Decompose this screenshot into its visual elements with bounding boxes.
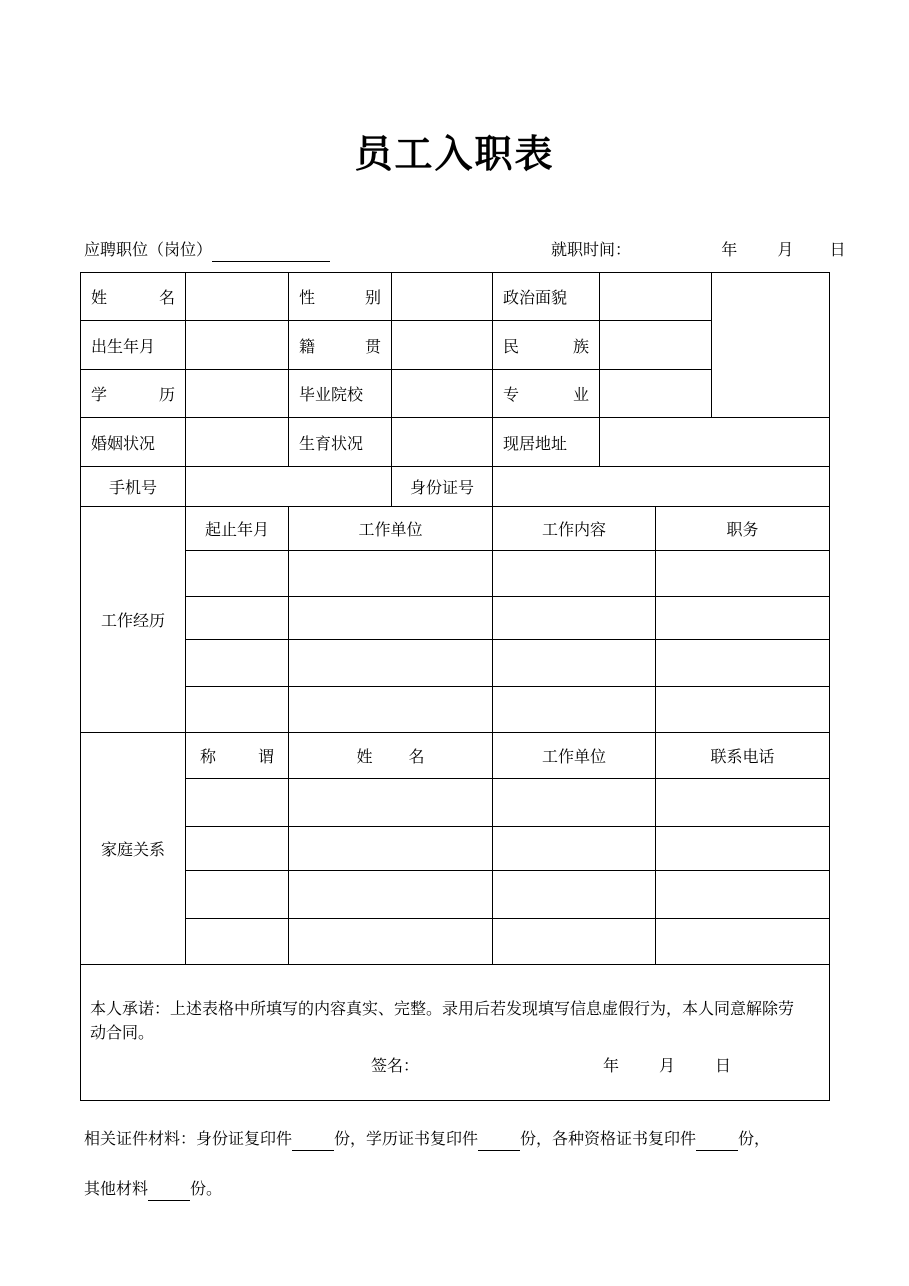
family-header-phone: 联系电话 (656, 733, 830, 779)
onboard-year: 年 (721, 240, 738, 259)
row-phone (81, 467, 830, 507)
id-number-label: 身份证号 (392, 467, 493, 507)
pledge-row (81, 965, 830, 1101)
work-header-content: 工作内容 (493, 507, 656, 551)
family-phone-cell[interactable] (656, 871, 830, 919)
political-label: 政治面貌 (493, 273, 600, 321)
family-company-cell[interactable] (493, 919, 656, 965)
education-label-char2: 历 (158, 385, 175, 404)
work-header-company: 工作单位 (289, 507, 493, 551)
work-title-cell[interactable] (656, 640, 830, 687)
family-header-row (81, 733, 830, 779)
work-company-cell[interactable] (289, 687, 493, 733)
work-title-cell[interactable] (656, 597, 830, 640)
documents-suffix: 份， (738, 1129, 771, 1148)
work-company-cell[interactable] (289, 551, 493, 597)
major-field[interactable] (600, 370, 712, 418)
fertility-field[interactable] (392, 418, 493, 467)
signature-year: 年 (603, 1056, 620, 1075)
ethnicity-label-char1: 民 (503, 336, 520, 356)
signature-label: 签名： (371, 1056, 420, 1075)
work-company-cell[interactable] (289, 597, 493, 640)
native-label-char1: 籍 (299, 336, 316, 356)
family-phone-cell[interactable] (656, 779, 830, 827)
gender-label-char2: 别 (364, 288, 381, 307)
other-prefix: 其他材料 (84, 1179, 149, 1198)
work-content-cell[interactable] (493, 597, 656, 640)
id-number-field[interactable] (493, 467, 830, 507)
gender-label-char1: 性 (299, 288, 316, 307)
major-label-char1: 专 (503, 385, 520, 404)
work-company-cell[interactable] (289, 640, 493, 687)
ethnicity-label-char2: 族 (572, 336, 589, 356)
family-relation-cell[interactable] (186, 919, 289, 965)
family-row (81, 779, 830, 827)
position-line (84, 238, 330, 262)
education-field[interactable] (186, 370, 289, 418)
signature-date (603, 1053, 731, 1076)
signature-day: 日 (715, 1056, 732, 1075)
work-section-label: 工作经历 (81, 507, 186, 733)
native-label-char2: 贯 (364, 336, 381, 356)
work-content-cell[interactable] (493, 687, 656, 733)
major-label-cell (493, 370, 600, 418)
work-row (81, 687, 830, 733)
page-title: 员工入职表 (354, 131, 555, 176)
onboard-day: 日 (829, 240, 846, 259)
education-label-char1: 学 (91, 385, 108, 404)
work-row (81, 640, 830, 687)
work-period-cell[interactable] (186, 551, 289, 597)
native-field[interactable] (392, 321, 493, 370)
birth-field[interactable] (186, 321, 289, 370)
name-field[interactable] (186, 273, 289, 321)
work-content-cell[interactable] (493, 551, 656, 597)
birth-label: 出生年月 (81, 321, 186, 370)
work-header-title: 职务 (656, 507, 830, 551)
documents-line (84, 1127, 770, 1151)
name-label-char1: 姓 (91, 288, 108, 307)
school-field[interactable] (392, 370, 493, 418)
onboard-month: 月 (777, 240, 794, 259)
family-name-cell[interactable] (289, 827, 493, 871)
pledge-cell (81, 965, 830, 1101)
address-label: 现居地址 (493, 418, 600, 467)
gender-label-cell (289, 273, 392, 321)
work-period-cell[interactable] (186, 687, 289, 733)
work-row (81, 597, 830, 640)
major-label-char2: 业 (572, 385, 589, 404)
family-row (81, 919, 830, 965)
ethnicity-field[interactable] (600, 321, 712, 370)
family-company-cell[interactable] (493, 827, 656, 871)
work-period-cell[interactable] (186, 640, 289, 687)
position-input[interactable] (212, 243, 330, 262)
native-label-cell (289, 321, 392, 370)
documents-prefix: 相关证件材料：身份证复印件 (84, 1129, 293, 1148)
family-header-relation (186, 733, 289, 779)
signature-month: 月 (659, 1056, 676, 1075)
family-relation-char1: 称 (200, 747, 217, 766)
documents-mid2: 份，各种资格证书复印件 (520, 1129, 697, 1148)
photo-cell[interactable] (712, 273, 830, 418)
name-label-cell (81, 273, 186, 321)
family-name-cell[interactable] (289, 919, 493, 965)
family-header-company: 工作单位 (493, 733, 656, 779)
education-label-cell (81, 370, 186, 418)
work-row (81, 551, 830, 597)
family-row (81, 871, 830, 919)
onboard-date-line (551, 238, 846, 262)
family-name-cell[interactable] (289, 779, 493, 827)
other-suffix: 份。 (190, 1179, 223, 1198)
marital-label: 婚姻状况 (81, 418, 186, 467)
work-period-cell[interactable] (186, 597, 289, 640)
school-label: 毕业院校 (289, 370, 392, 418)
address-field[interactable] (600, 418, 830, 467)
onboard-label: 就职时间： (551, 240, 632, 259)
other-copies-blank[interactable] (148, 1182, 190, 1201)
family-company-cell[interactable] (493, 779, 656, 827)
employee-form-table (80, 272, 830, 1101)
family-section-label: 家庭关系 (81, 733, 186, 965)
row-name (81, 273, 830, 321)
family-company-cell[interactable] (493, 871, 656, 919)
family-name-cell[interactable] (289, 871, 493, 919)
position-label: 应聘职位（岗位） (84, 240, 213, 259)
marital-field[interactable] (186, 418, 289, 467)
work-title-cell[interactable] (656, 551, 830, 597)
political-field[interactable] (600, 273, 712, 321)
family-relation-cell[interactable] (186, 779, 289, 827)
work-title-cell[interactable] (656, 687, 830, 733)
name-label-char2: 名 (158, 288, 175, 307)
family-name-char1: 姓 (356, 747, 373, 766)
family-name-char2: 名 (408, 747, 425, 766)
work-header-period: 起止年月 (186, 507, 289, 551)
family-relation-cell[interactable] (186, 871, 289, 919)
other-documents-line (84, 1177, 222, 1201)
family-relation-cell[interactable] (186, 827, 289, 871)
diploma-copies-blank[interactable] (478, 1132, 520, 1151)
family-phone-cell[interactable] (656, 919, 830, 965)
row-marital (81, 418, 830, 467)
id-copies-blank[interactable] (292, 1132, 334, 1151)
phone-label: 手机号 (81, 467, 186, 507)
ethnicity-label-cell (493, 321, 600, 370)
family-header-name (289, 733, 493, 779)
family-phone-cell[interactable] (656, 827, 830, 871)
signature-row (81, 1049, 829, 1079)
documents-mid1: 份，学历证书复印件 (334, 1129, 479, 1148)
pledge-text: 本人承诺：上述表格中所填写的内容真实、完整。录用后若发现填写信息虚假行为，本人同意解除劳动合同。 (90, 999, 795, 1042)
fertility-label: 生育状况 (289, 418, 392, 467)
family-row (81, 827, 830, 871)
work-header-row (81, 507, 830, 551)
certificate-copies-blank[interactable] (696, 1132, 738, 1151)
work-content-cell[interactable] (493, 640, 656, 687)
gender-field[interactable] (392, 273, 493, 321)
phone-field[interactable] (186, 467, 392, 507)
family-relation-char2: 谓 (257, 747, 274, 766)
